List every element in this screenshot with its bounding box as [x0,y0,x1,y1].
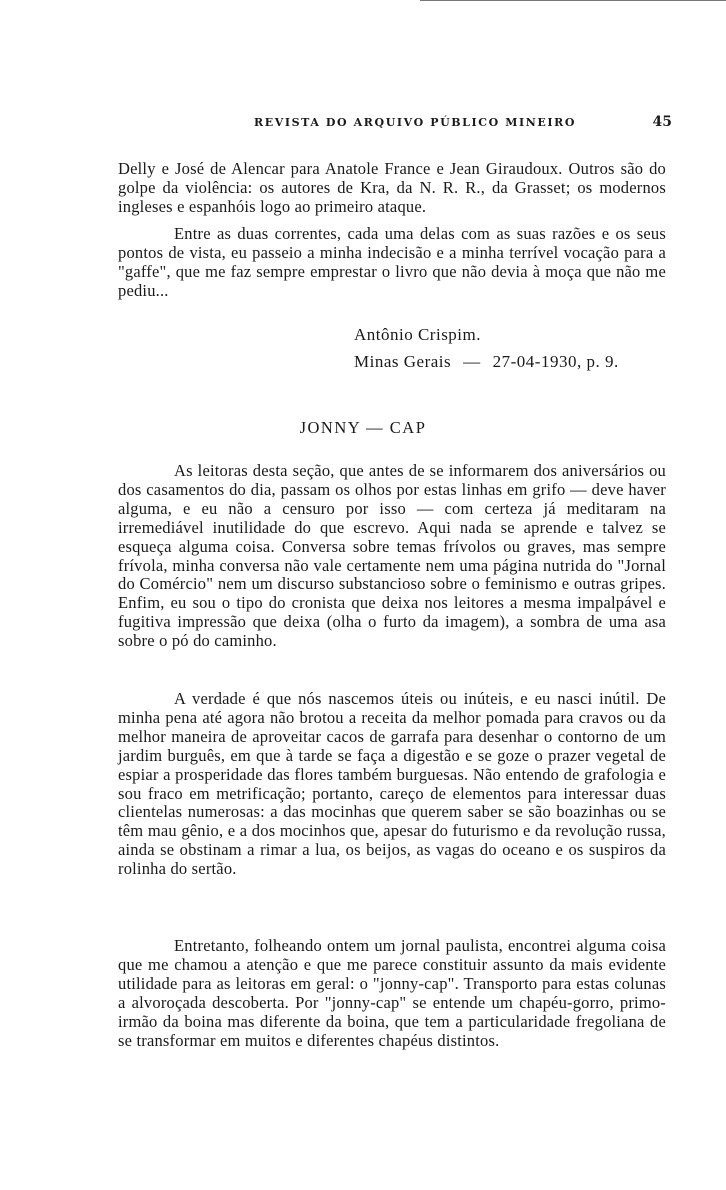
paragraph-verdade [118,690,666,879]
journal-title: REVISTA DO ARQUIVO PÚBLICO MINEIRO [254,116,577,129]
signature-dash: — [463,352,481,371]
signature-block [354,321,674,375]
paragraph-text: As leitoras desta seção, que antes de se informarem dos aniversários ou dos casamentos do dia, passam os olhos por estas linhas em grifo — deve haver alguma, e eu não a censuro por isso — com certeza já meditaram na irremediável inutilidade do que escrevo. Aqui nada se aprende e talvez se esqueça alguma coisa. Conversa sobre temas frívolos ou graves, mas sempre frívola, minha conversa não vale certamente nem uma página nutrida do "Jornal do Comércio" nem um discurso substancioso sobre o feminismo e outras gripes. Enfim, eu sou o tipo do cronista que deixa nos leitores a mesma impalpável e fugitiva impressão que deixa (olha o furto da imagem), a sombra de uma asa sobre o pó do caminho. [118,461,666,651]
signature-source: Minas Gerais [354,352,452,371]
signature-source-line [354,348,674,375]
signature-author: Antônio Crispim. [354,325,482,344]
page-number: 45 [652,114,672,130]
paragraph-text: A verdade é que nós nascemos úteis ou inúteis, e eu nasci inútil. De minha pena até agora não brotou a receita da melhor pomada para cravos ou da melhor maneira de aproveitar cacos de garrafa para desenhar o contorno de um jardim burguês, em que à tarde se faça a digestão e se goze o prazer vegetal de espiar a prosperidade das flores também burguesas. Não entendo de grafologia e sou fraco em metrificação; portanto, careço de elementos para interessar duas clientelas numerosas: a das mocinhas que querem saber se são boazinhas ou se têm mau gênio, e a dos mocinhos que, apesar do futurismo e da revolução russa, ainda se obstinam a rimar a lua, os beijos, as vagas do oceano e os suspiros da rolinha do sertão. [118,689,666,879]
paragraph-text: Entretanto, folheando ontem um jornal paulista, encontrei alguma coisa que me chamou a atenção e que me parece constituir assunto da mais evidente utilidade para as leitoras em geral: o "jonny-cap". Transporto para estas colunas a alvoroçada descoberta. Por "jonny-cap" se entende um chapéu-gorro, primo-irmão da boina mas diferente da boina, que tem a particularidade fregoliana de se transformar em muitos e diferentes chapéus distintos. [118,936,666,1050]
signature-date: 27-04-1930, p. 9. [492,352,619,371]
running-header [106,112,672,132]
paragraph-leitoras [118,462,666,651]
paragraph-entre [118,225,666,301]
paragraph-intro [118,160,666,217]
paragraph-text: Entre as duas correntes, cada uma delas com as suas razões e os seus pontos de vista, eu passeio a minha indecisão e a minha terrível vocação para a "gaffe", que me faz sempre emprestar o livro que não devia à moça que não me pediu... [118,224,666,300]
section-title: JONNY — CAP [299,418,427,437]
top-rule [420,0,726,4]
paragraph-text: Delly e José de Alencar para Anatole France e Jean Giraudoux. Outros são do golpe da violência: os autores de Kra, da N. R. R., da Grasset; os modernos ingleses e espanhóis logo ao primeiro ataque. [118,159,666,216]
paragraph-entretanto [118,937,666,1050]
